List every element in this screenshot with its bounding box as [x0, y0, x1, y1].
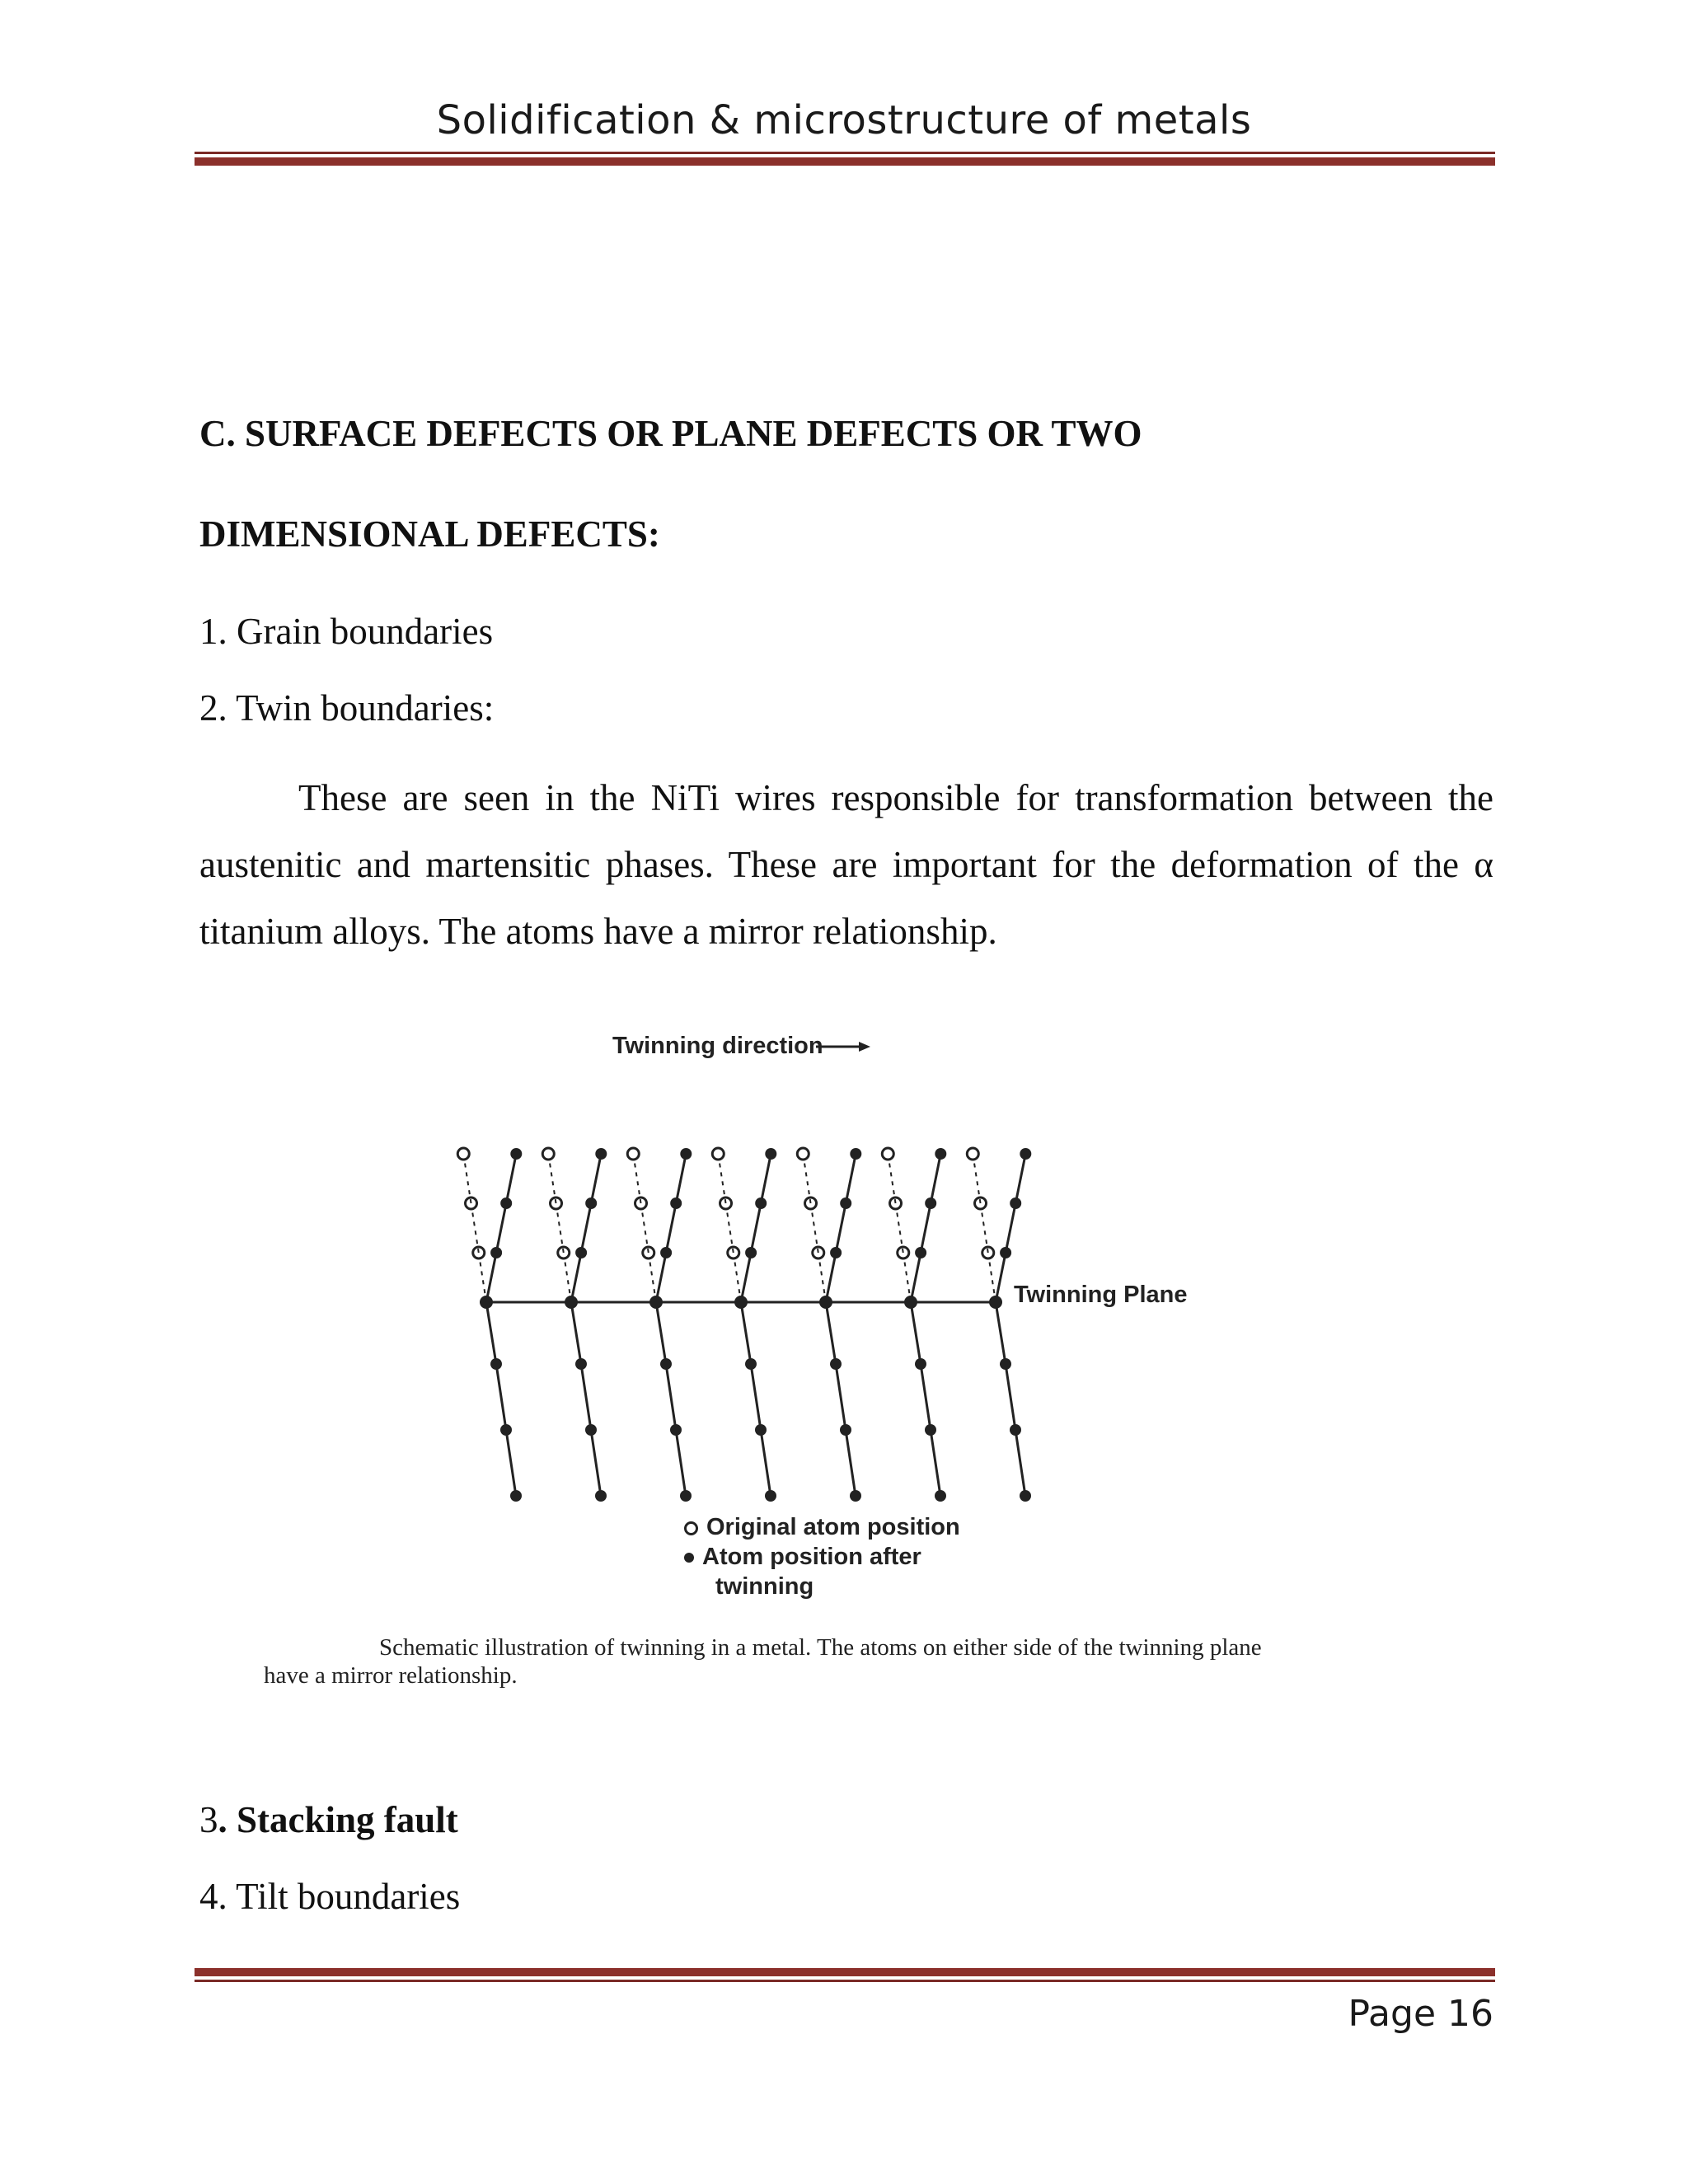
legend-after-text: Atom position after	[702, 1544, 921, 1570]
figure-caption-line1: Schematic illustration of twinning in a metal. The atoms on either side of the twinning plane	[379, 1634, 1262, 1661]
footer-rule	[195, 1968, 1495, 1982]
twin-boundaries-paragraph	[199, 765, 1493, 965]
twinning-diagram	[247, 1010, 1401, 1718]
twinning-direction-label: Twinning direction	[612, 1033, 823, 1059]
atom-after-twinning	[510, 1490, 522, 1502]
atom-after-twinning	[850, 1148, 861, 1160]
atom-after-twinning	[510, 1148, 522, 1160]
direction-arrow-head	[859, 1042, 870, 1052]
atom-original-position	[457, 1148, 469, 1160]
section-heading-line2: DIMENSIONAL DEFECTS:	[199, 513, 660, 555]
atom-after-twinning	[595, 1490, 607, 1502]
atom-original-position	[627, 1148, 639, 1160]
atom-lattice	[457, 1148, 1031, 1502]
atom-after-twinning	[765, 1490, 776, 1502]
atom-original-position	[542, 1148, 554, 1160]
list-item3-number: 3	[199, 1799, 218, 1840]
page-header-title: Solidification & microstructure of metals	[436, 97, 1252, 143]
atom-after-twinning	[1020, 1148, 1031, 1160]
twinning-figure	[247, 1010, 1401, 1718]
atom-after-twinning	[765, 1148, 776, 1160]
paragraph-text: These are seen in the NiTi wires responsible for transformation between the austenitic and martensitic phases. These are important for the deformation of the α titanium alloys. The atoms have a mirror relationship.	[199, 777, 1493, 952]
atom-after-twinning	[595, 1148, 607, 1160]
header-rule	[195, 152, 1495, 166]
list-item-stacking-fault	[199, 1798, 458, 1841]
list-item3-text: . Stacking fault	[218, 1799, 458, 1840]
atom-after-twinning	[680, 1148, 692, 1160]
section-heading-line1: C. SURFACE DEFECTS OR PLANE DEFECTS OR TWO	[199, 413, 1142, 454]
legend-after-line2: twinning	[715, 1573, 814, 1600]
legend-after	[684, 1544, 921, 1571]
list-item-grain-boundaries: 1. Grain boundaries	[199, 611, 494, 652]
legend-original-text: Original atom position	[706, 1514, 960, 1540]
legend-original	[684, 1514, 960, 1541]
atom-after-twinning	[935, 1490, 946, 1502]
atom-original-position	[882, 1148, 893, 1160]
atom-after-twinning	[935, 1148, 946, 1160]
list-item-tilt-boundaries: 4. Tilt boundaries	[199, 1876, 461, 1917]
figure-caption-line2: have a mirror relationship.	[264, 1662, 518, 1689]
atom-original-position	[967, 1148, 978, 1160]
open-circle-icon	[684, 1521, 698, 1535]
twinning-plane-label: Twinning Plane	[1014, 1282, 1188, 1308]
atom-after-twinning	[850, 1490, 861, 1502]
atom-original-position	[797, 1148, 809, 1160]
filled-circle-icon	[684, 1553, 694, 1563]
list-item-twin-boundaries: 2. Twin boundaries:	[199, 687, 495, 729]
atom-after-twinning	[680, 1490, 692, 1502]
page-number: Page 16	[1348, 1993, 1493, 2035]
atom-after-twinning	[1020, 1490, 1031, 1502]
atom-original-position	[712, 1148, 724, 1160]
